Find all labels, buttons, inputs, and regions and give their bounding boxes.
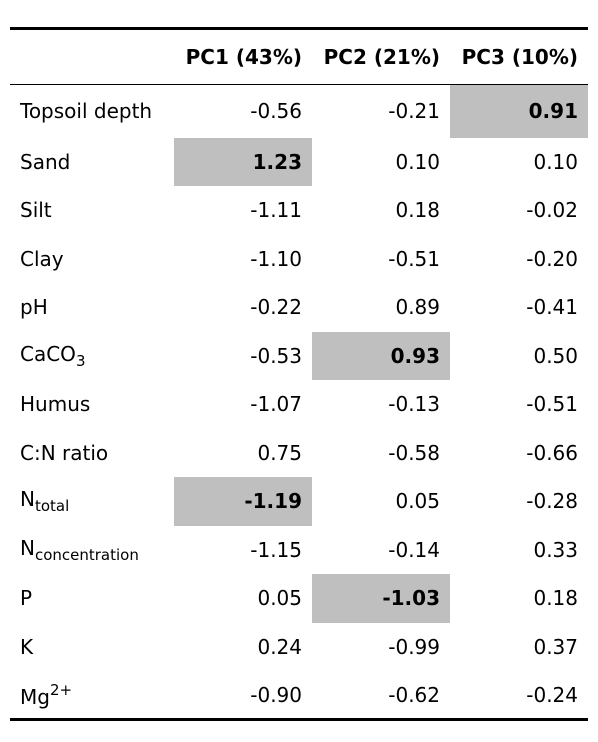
header-pc3: PC3 (10%) [461, 45, 578, 69]
table-row [10, 574, 588, 623]
row-label [10, 332, 174, 381]
loading-cell-pc1: 0.24 [257, 634, 302, 659]
row-label-subscript: total [34, 497, 70, 516]
loading-cell-pc1: -0.56 [250, 99, 302, 124]
loading-cell-pc1: 0.75 [257, 440, 302, 465]
table-row [10, 283, 588, 332]
row-label-text: CaCO [20, 341, 76, 366]
row-label-superscript: 2+ [49, 680, 73, 699]
loading-cell-pc2: -0.21 [388, 99, 440, 124]
row-label-subscript: concentration [34, 545, 139, 564]
header-variable [10, 29, 174, 85]
header-row [10, 29, 588, 85]
loading-cell-pc3: -0.24 [526, 682, 578, 707]
loading-cell-pc2: -0.51 [388, 246, 440, 271]
loading-cell-pc3: -0.28 [526, 489, 578, 514]
row-label-text: Mg [20, 684, 50, 709]
row-label [10, 623, 174, 672]
loading-cell-pc3: -0.02 [526, 198, 578, 223]
loading-cell-pc2: -0.62 [388, 682, 440, 707]
row-label-text: Clay [20, 246, 64, 271]
row-label-text: Silt [20, 198, 52, 223]
loading-cell-pc2: 0.10 [395, 149, 440, 174]
loading-cell-pc1: -1.10 [250, 246, 302, 271]
row-label [10, 671, 174, 720]
row-label [10, 380, 174, 429]
table-row [10, 477, 588, 526]
table-row [10, 526, 588, 575]
row-label-text: P [20, 586, 33, 611]
loading-cell-pc2: -0.13 [388, 392, 440, 417]
loading-cell-pc1: -1.19 [174, 477, 312, 526]
row-label [10, 429, 174, 478]
row-label-text: N [20, 535, 35, 560]
table-row [10, 429, 588, 478]
pca-loadings-table-container [10, 27, 588, 721]
table-row [10, 186, 588, 235]
loading-cell-pc1: -0.90 [250, 682, 302, 707]
row-label-text: Topsoil depth [20, 99, 153, 124]
loading-cell-pc1: -1.07 [250, 392, 302, 417]
header-pc1: PC1 (43%) [185, 45, 302, 69]
table-body [10, 85, 588, 720]
table-row [10, 623, 588, 672]
table-row [10, 85, 588, 138]
header-pc2: PC2 (21%) [323, 45, 440, 69]
row-label-text: K [20, 634, 34, 659]
row-label-subscript: 3 [75, 351, 86, 370]
loading-cell-pc1: -1.15 [250, 537, 302, 562]
loading-cell-pc3: 0.10 [533, 149, 578, 174]
row-label [10, 186, 174, 235]
loading-cell-pc3: 0.37 [533, 634, 578, 659]
loading-cell-pc3: 0.33 [533, 537, 578, 562]
row-label [10, 526, 174, 575]
loading-cell-pc3: 0.18 [533, 586, 578, 611]
loading-cell-pc2: -1.03 [312, 574, 450, 623]
loading-cell-pc1: -0.53 [250, 343, 302, 368]
loading-cell-pc1: 0.05 [257, 586, 302, 611]
loading-cell-pc2: -0.58 [388, 440, 440, 465]
table-row [10, 380, 588, 429]
row-label [10, 283, 174, 332]
loading-cell-pc3: -0.66 [526, 440, 578, 465]
row-label-text: pH [20, 295, 48, 320]
loading-cell-pc2: 0.18 [395, 198, 440, 223]
loading-cell-pc3: -0.41 [526, 295, 578, 320]
row-label [10, 85, 174, 138]
row-label-text: Humus [20, 392, 91, 417]
row-label-text: Sand [20, 149, 71, 174]
loading-cell-pc2: -0.99 [388, 634, 440, 659]
loading-cell-pc3: 0.91 [450, 85, 588, 138]
loading-cell-pc2: -0.14 [388, 537, 440, 562]
row-label [10, 477, 174, 526]
row-label-text: C:N ratio [20, 440, 109, 465]
table-row [10, 332, 588, 381]
loading-cell-pc2: 0.05 [395, 489, 440, 514]
table-row [10, 671, 588, 720]
loading-cell-pc1: -0.22 [250, 295, 302, 320]
table-row [10, 138, 588, 187]
loading-cell-pc1: -1.11 [250, 198, 302, 223]
loading-cell-pc3: -0.51 [526, 392, 578, 417]
loading-cell-pc2: 0.89 [395, 295, 440, 320]
loading-cell-pc1: 1.23 [174, 138, 312, 187]
pca-loadings-table [10, 27, 588, 721]
loading-cell-pc3: -0.20 [526, 246, 578, 271]
row-label [10, 574, 174, 623]
loading-cell-pc3: 0.50 [533, 343, 578, 368]
loading-cell-pc2: 0.93 [312, 332, 450, 381]
row-label-text: N [20, 487, 35, 512]
table-row [10, 235, 588, 284]
row-label [10, 138, 174, 187]
row-label [10, 235, 174, 284]
